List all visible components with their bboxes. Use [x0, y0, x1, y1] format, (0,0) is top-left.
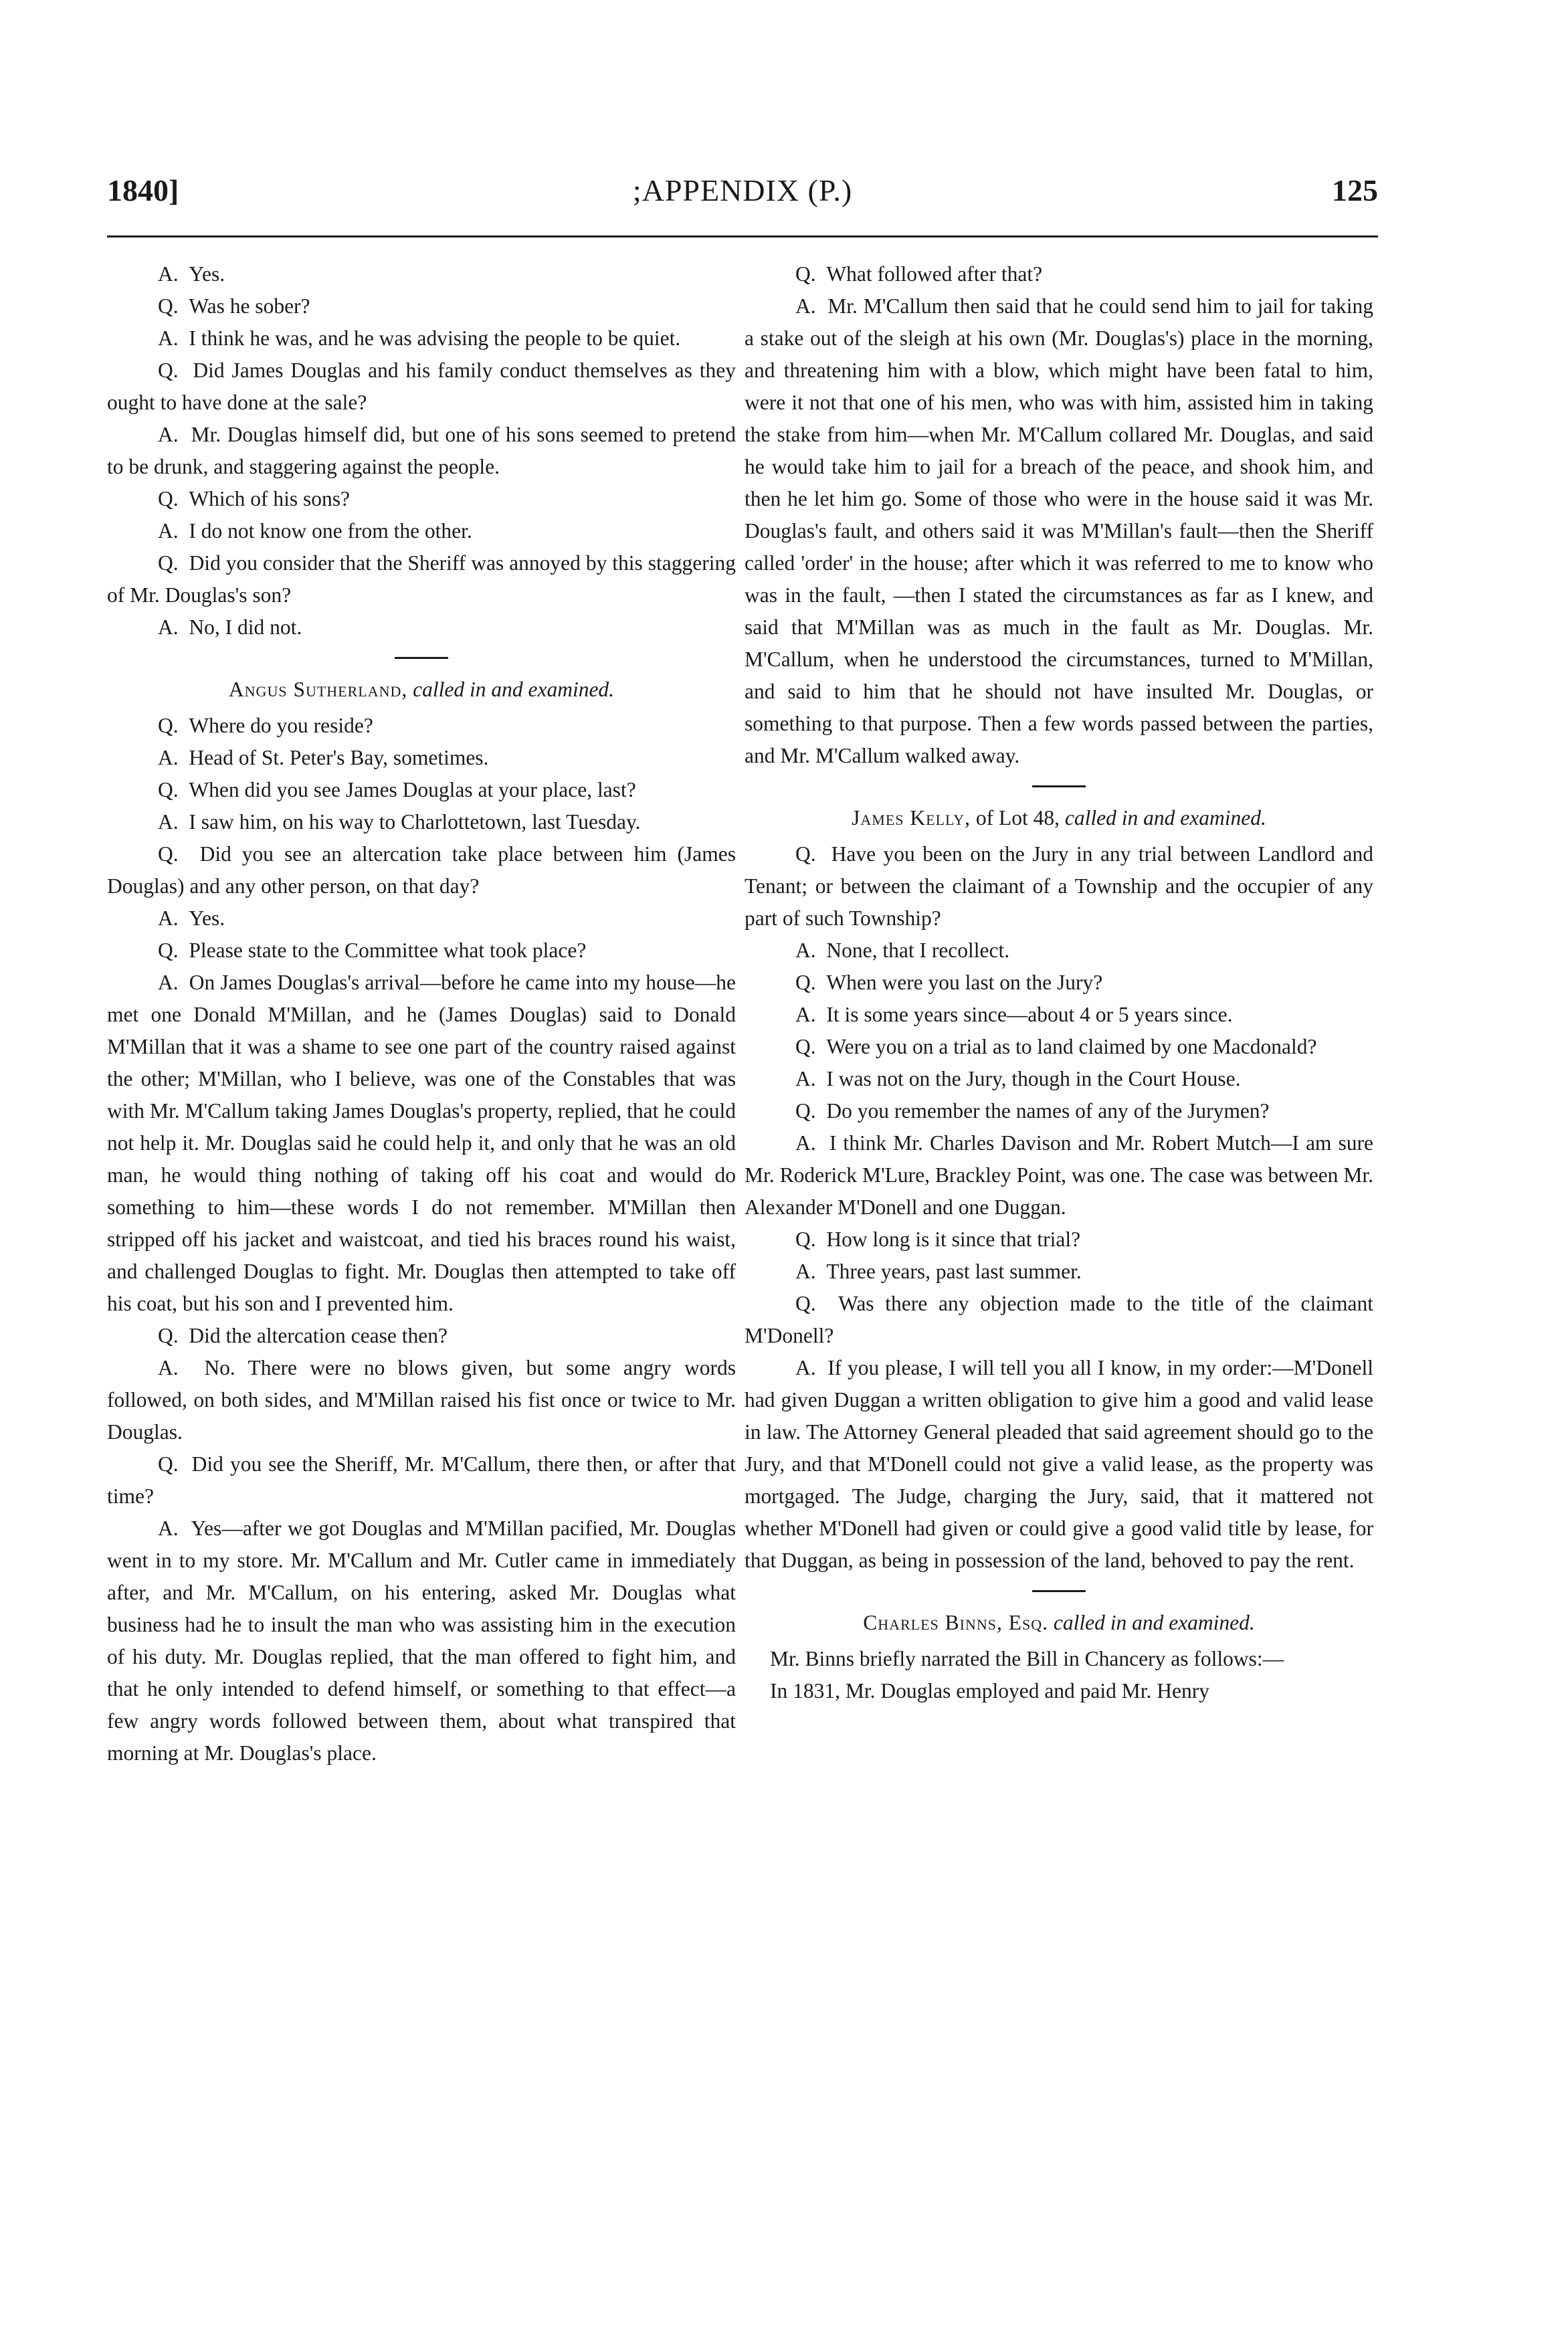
qa-label: Q. — [795, 1099, 816, 1123]
qa-text: I was not on the Jury, though in the Court House. — [826, 1067, 1241, 1090]
qa-text: Did James Douglas and his family conduct themselves as they ought to have done at the sale? — [107, 359, 736, 414]
qa-entry — [745, 838, 1373, 935]
left-qa-block-2 — [107, 710, 736, 1769]
qa-text: Were you on a trial as to land claimed by one Macdonald? — [826, 1035, 1317, 1058]
qa-label: A. — [795, 939, 816, 962]
qa-entry — [107, 838, 736, 902]
header-rule — [107, 235, 1378, 237]
witness-name: James Kelly, — [852, 806, 971, 830]
qa-text: It is some years since—about 4 or 5 years since. — [826, 1003, 1233, 1026]
witness-called: called in and examined. — [413, 678, 615, 701]
qa-entry — [107, 742, 736, 774]
qa-text: Have you been on the Jury in any trial between Landlord and Tenant; or between the claimant of a Township and the occupier of any part of such Township? — [745, 842, 1373, 930]
qa-entry — [107, 547, 736, 611]
qa-label: A. — [158, 326, 179, 350]
qa-entry — [745, 1031, 1373, 1063]
qa-text: Yes. — [189, 906, 225, 930]
qa-entry — [745, 1352, 1373, 1577]
qa-text: On James Douglas's arrival—before he came into my house—he met one Donald M'Millan, and he (James Douglas) said to Donald M'Millan that it was a shame to see one part of the country raised against the other; M'Millan, who I believe, was one of the Constables that was with Mr. M'Callum taking James Douglas's property, replied, that he could not help it. Mr. Douglas said he could help it, and only that he was an old man, he would thing nothing of taking off his coat and would do something to him—these words I do not remember. M'Millan then stripped off his jacket and waistcoat, and tied his braces round his waist, and challenged Douglas to fight. Mr. Douglas then attempted to take off his coat, but his son and I prevented him. — [107, 971, 736, 1315]
qa-entry — [745, 1288, 1373, 1352]
qa-label: Q. — [158, 842, 179, 866]
qa-entry — [107, 515, 736, 547]
qa-entry — [107, 611, 736, 644]
section-divider — [395, 657, 448, 659]
qa-text: Was there any objection made to the title of the claimant M'Donell? — [745, 1292, 1373, 1347]
qa-entry — [745, 1224, 1373, 1256]
qa-label: Q. — [158, 551, 179, 575]
qa-label: A. — [158, 262, 179, 286]
witness-heading-sutherland — [107, 674, 736, 706]
qa-entry — [107, 1320, 736, 1352]
qa-entry — [107, 902, 736, 935]
qa-text: No, I did not. — [189, 615, 302, 639]
qa-text: Yes—after we got Douglas and M'Millan pacified, Mr. Douglas went in to my store. Mr. M'Callum and Mr. Cutler came in immediately after, and Mr. M'Callum, on his entering, asked Mr. Douglas what business had he to insult the man who was assisting him in the execution of his duty. Mr. Douglas replied, that the man offered to fight him, and that he only intended to defend himself, or something to that effect—a few angry words followed between them, about what transpired that morning at Mr. Douglas's place. — [107, 1517, 736, 1765]
qa-label: A. — [795, 294, 816, 318]
qa-entry — [107, 483, 736, 515]
qa-text: I think he was, and he was advising the people to be quiet. — [189, 326, 681, 350]
qa-text: If you please, I will tell you all I know, in my order:—M'Donell had given Duggan a written obligation to give him a good and valid lease in law. The Attorney General pleaded that said agreement should go to the Jury, and that M'Donell could not give a valid lease, as the property was mortgaged. The Judge, charging the Jury, said, that it mattered not whether M'Donell had given or could give a good valid title by lease, for that Duggan, as being in possession of the land, behoved to pay the rent. — [745, 1356, 1373, 1572]
qa-text: Which of his sons? — [189, 487, 350, 510]
section-divider — [1032, 785, 1086, 787]
qa-entry — [107, 935, 736, 967]
qa-text: When did you see James Douglas at your place, last? — [189, 778, 636, 801]
qa-label: Q. — [795, 842, 816, 866]
qa-text: No. There were no blows given, but some angry words followed, on both sides, and M'Millan raised his fist once or twice to Mr. Douglas. — [107, 1356, 736, 1444]
qa-text: When were you last on the Jury? — [826, 971, 1103, 994]
qa-text: Did the altercation cease then? — [189, 1324, 448, 1347]
qa-text: Head of St. Peter's Bay, sometimes. — [189, 746, 489, 769]
qa-text: Was he sober? — [189, 294, 310, 318]
running-header — [107, 173, 1378, 219]
qa-label: Q. — [158, 294, 179, 318]
witness-name: Angus Sutherland, — [228, 678, 408, 701]
qa-text: Please state to the Committee what took place? — [189, 939, 587, 962]
qa-label: Q. — [158, 714, 179, 737]
qa-label: Q. — [795, 262, 816, 286]
section-divider — [1032, 1590, 1086, 1592]
narrative-line: Mr. Binns briefly narrated the Bill in Chancery as follows:— — [770, 1647, 1284, 1670]
qa-label: Q. — [158, 778, 179, 801]
right-qa-block-1 — [745, 258, 1373, 772]
qa-label: Q. — [158, 1324, 179, 1347]
qa-text: None, that I recollect. — [826, 939, 1010, 962]
qa-entry — [107, 258, 736, 290]
qa-entry — [745, 1063, 1373, 1095]
qa-entry — [107, 1448, 736, 1513]
qa-entry — [745, 1127, 1373, 1224]
qa-entry — [107, 419, 736, 483]
qa-text: Do you remember the names of any of the Jurymen? — [826, 1099, 1270, 1123]
qa-label: A. — [158, 1517, 179, 1540]
qa-label: Q. — [795, 1228, 816, 1251]
qa-entry — [107, 322, 736, 355]
left-qa-block-1 — [107, 258, 736, 644]
qa-text: I saw him, on his way to Charlottetown, last Tuesday. — [189, 810, 641, 834]
qa-entry — [107, 774, 736, 806]
qa-text: What followed after that? — [826, 262, 1043, 286]
narrative-line: In 1831, Mr. Douglas employed and paid Mr. Henry — [770, 1679, 1210, 1703]
qa-text: I do not know one from the other. — [189, 519, 472, 543]
witness-lot: of Lot 48, — [975, 806, 1060, 830]
qa-label: A. — [795, 1260, 816, 1283]
qa-label: Q. — [795, 1035, 816, 1058]
qa-label: A. — [158, 971, 179, 994]
qa-entry — [107, 806, 736, 838]
qa-text: Did you consider that the Sheriff was annoyed by this staggering of Mr. Douglas's son? — [107, 551, 736, 607]
qa-entry — [745, 967, 1373, 999]
qa-label: A. — [158, 746, 179, 769]
qa-label: A. — [795, 1131, 816, 1155]
qa-label: A. — [795, 1067, 816, 1090]
qa-entry — [745, 935, 1373, 967]
left-column — [107, 258, 736, 1769]
qa-text: Mr. M'Callum then said that he could send him to jail for taking a stake out of the sleigh at his own (Mr. Douglas's) place in the morning, and threatening him with a blow, which might have been fatal to him, were it not that one of his men, who was with him, assisted him in taking the stake from him—when Mr. M'Callum collared Mr. Douglas, and said he would take him to jail for a breach of the peace, and shook him, and then he let him go. Some of those who were in the house said it was Mr. Douglas's fault, and others said it was M'Millan's fault—then the Sheriff called 'order' in the house; after which it was referred to me to know who was in the fault, —then I stated the circumstances as far as I knew, and said that M'Millan was as much in the fault as Mr. Douglas. Mr. M'Callum, when he understood the circumstances, turned to M'Millan, and said to him that he should not have insulted Mr. Douglas, or something to that purpose. Then a few words passed between the parties, and Mr. M'Callum walked away. — [745, 294, 1374, 767]
qa-entry — [745, 1256, 1373, 1288]
qa-label: A. — [158, 423, 179, 446]
qa-text: Yes. — [189, 262, 225, 286]
qa-text: How long is it since that trial? — [826, 1228, 1081, 1251]
qa-entry — [745, 290, 1373, 772]
qa-text: Mr. Douglas himself did, but one of his sons seemed to pretend to be drunk, and staggering against the people. — [107, 423, 736, 478]
qa-label: A. — [158, 810, 179, 834]
qa-text: I think Mr. Charles Davison and Mr. Robert Mutch—I am sure Mr. Roderick M'Lure, Brackley Point, was one. The case was between Mr. Alexander M'Donell and one Duggan. — [745, 1131, 1374, 1219]
qa-entry — [107, 1513, 736, 1769]
qa-label: Q. — [158, 1452, 179, 1476]
qa-text: Did you see the Sheriff, Mr. M'Callum, there then, or after that time? — [107, 1452, 737, 1508]
qa-label: A. — [158, 615, 179, 639]
qa-label: A. — [795, 1003, 816, 1026]
qa-text: Where do you reside? — [189, 714, 373, 737]
qa-entry — [745, 999, 1373, 1031]
witness-called: called in and examined. — [1053, 1611, 1255, 1634]
qa-entry — [107, 1352, 736, 1448]
page-number: 125 — [1332, 173, 1378, 207]
qa-label: A. — [158, 519, 179, 543]
qa-label: A. — [795, 1356, 816, 1379]
qa-label: Q. — [795, 971, 816, 994]
qa-text: Three years, past last summer. — [826, 1260, 1082, 1283]
qa-entry — [107, 355, 736, 419]
witness-heading-kelly — [745, 802, 1373, 834]
qa-label: Q. — [158, 487, 179, 510]
right-qa-block-2 — [745, 838, 1373, 1577]
witness-called: called in and examined. — [1064, 806, 1266, 830]
qa-entry — [107, 710, 736, 742]
qa-entry — [107, 967, 736, 1320]
witness-name: Charles Binns, Esq. — [863, 1611, 1048, 1634]
qa-entry — [745, 258, 1373, 290]
qa-label: Q. — [158, 939, 179, 962]
qa-label: A. — [158, 1356, 179, 1379]
witness-heading-binns — [745, 1607, 1373, 1639]
header-title: ;APPENDIX (P.) — [632, 173, 853, 207]
right-column — [745, 258, 1373, 1707]
qa-label: Q. — [158, 359, 179, 382]
qa-entry — [745, 1095, 1373, 1127]
qa-entry — [107, 290, 736, 322]
qa-text: Did you see an altercation take place between him (James Douglas) and any other person, on that day? — [107, 842, 737, 898]
qa-label: A. — [158, 906, 179, 930]
header-year: 1840] — [107, 173, 179, 207]
qa-label: Q. — [795, 1292, 816, 1315]
